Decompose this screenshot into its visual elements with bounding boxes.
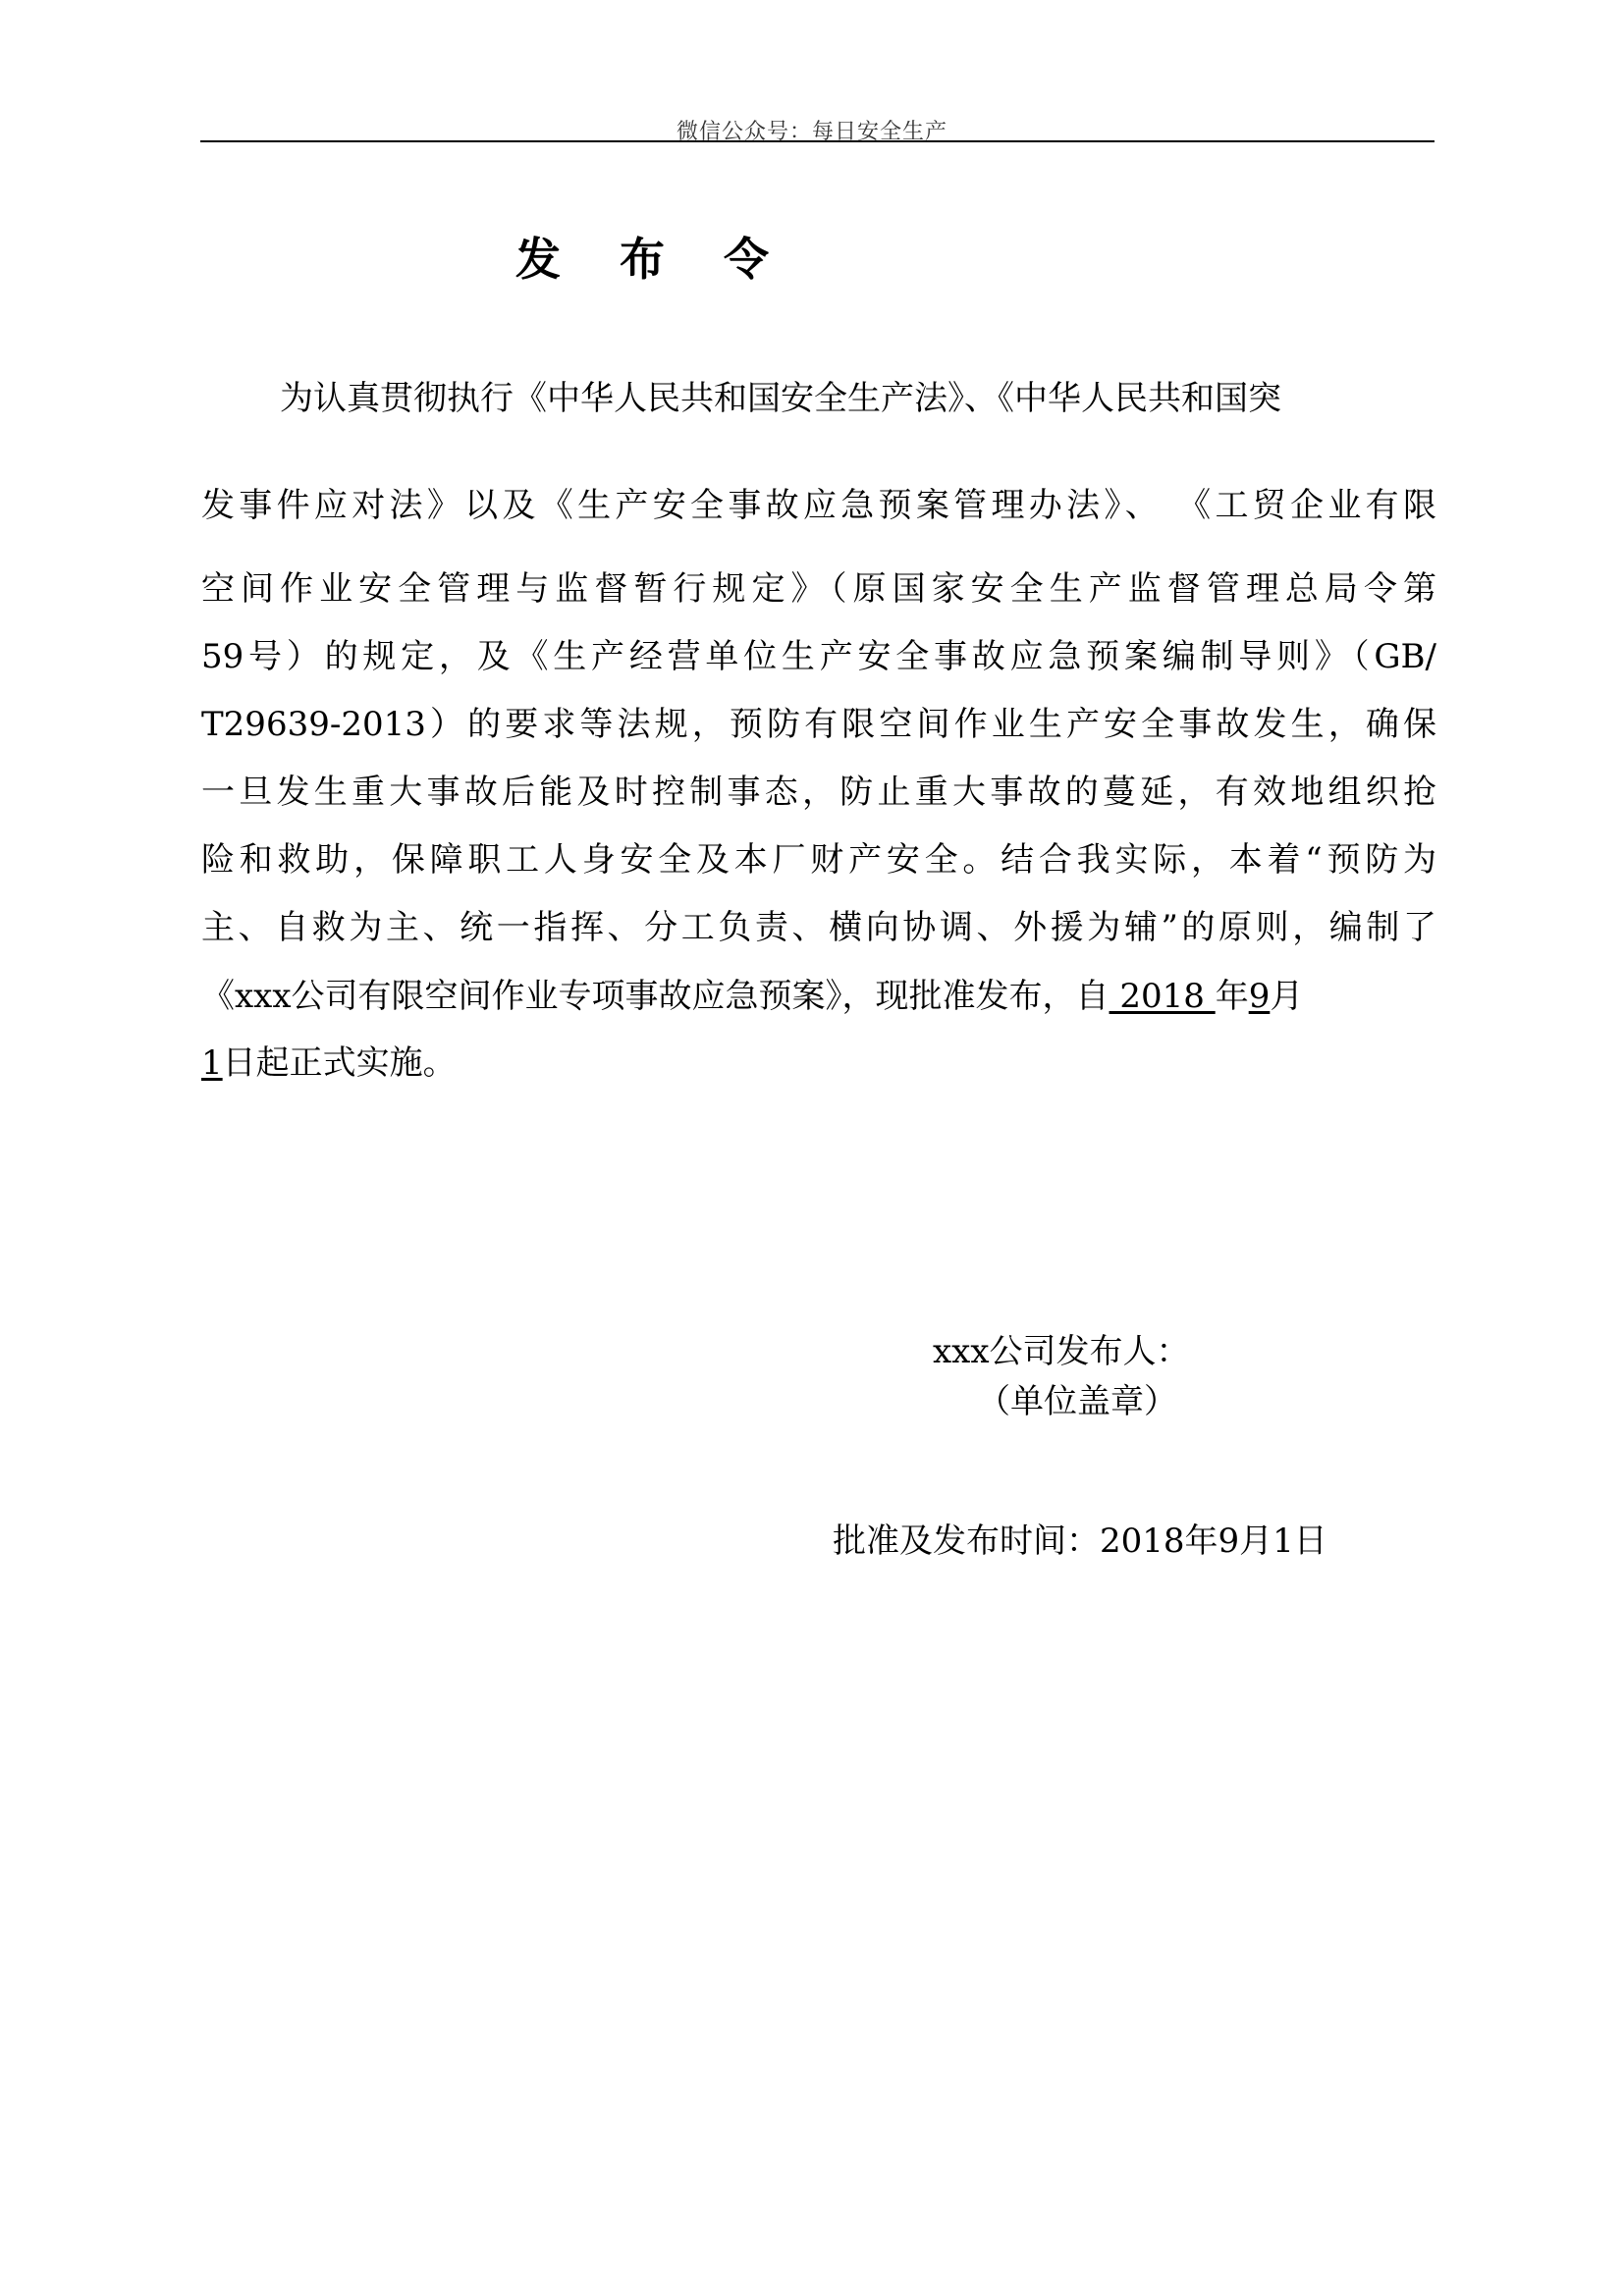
effective-year: 2018: [1109, 977, 1216, 1016]
line9-prefix: 《xxx公司有限空间作业专项事故应急预案》，现批准发布，自: [201, 977, 1110, 1016]
body-paragraph-line-10: [201, 1043, 1436, 1084]
line10-suffix: 日起正式实施。: [222, 1043, 457, 1083]
body-paragraph-line-2: 发事件应对法》以及《生产安全事故应急预案管理办法》、 《工贸企业有限: [201, 486, 1436, 525]
body-paragraph-line-9: [201, 977, 1436, 1017]
body-paragraph-line-6: 一旦发生重大事故后能及时控制事态，防止重大事故的蔓延，有效地组织抢: [201, 773, 1436, 812]
body-paragraph-line-1: 为认真贯彻执行《中华人民共和国安全生产法》、《中华人民共和国突: [280, 379, 1281, 418]
header-wechat-account: 微信公众号：每日安全生产: [676, 120, 947, 144]
publisher-label: xxx公司发布人：: [933, 1332, 1190, 1371]
body-paragraph-line-3: 空间作业安全管理与监督暂行规定》（原国家安全生产监督管理总局令第: [201, 569, 1436, 609]
year-suffix: 年: [1215, 977, 1249, 1016]
seal-label: （单位盖章）: [977, 1382, 1177, 1421]
body-paragraph-line-7: 险和救助，保障职工人身安全及本厂财产安全。结合我实际，本着“预防为: [201, 840, 1436, 880]
approval-date: 批准及发布时间：2018年9月1日: [833, 1522, 1327, 1561]
effective-month: 9: [1248, 977, 1271, 1016]
effective-day: 1: [201, 1043, 223, 1083]
body-paragraph-line-8: 主、自救为主、统一指挥、分工负责、横向协调、外援为辅”的原则，编制了: [201, 908, 1436, 947]
month-suffix: 月: [1270, 977, 1304, 1016]
page-title: 发 布 令: [515, 233, 791, 286]
body-paragraph-line-5: T29639-2013）的要求等法规，预防有限空间作业生产安全事故发生，确保: [201, 705, 1436, 744]
header-divider: [200, 140, 1435, 142]
body-paragraph-line-4: 59号）的规定，及《生产经营单位生产安全事故应急预案编制导则》（GB/: [201, 637, 1436, 676]
